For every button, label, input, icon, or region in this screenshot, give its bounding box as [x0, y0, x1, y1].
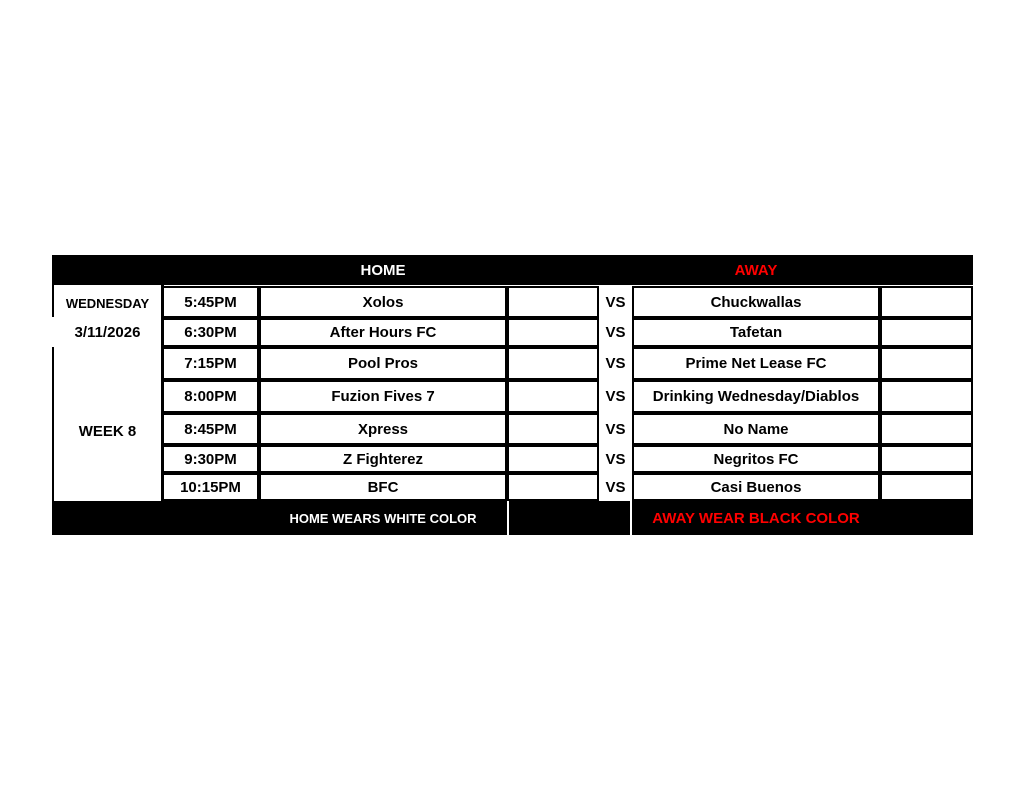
home-score-box	[507, 473, 599, 501]
away-team: Drinking Wednesday/Diablos	[632, 380, 880, 413]
vs-label: VS	[605, 478, 626, 496]
home-score-box	[507, 286, 599, 318]
game-time: 8:00PM	[162, 380, 259, 413]
day-label: WEDNESDAY	[65, 295, 150, 311]
game-time: 10:15PM	[162, 473, 259, 501]
date-label: 3/11/2026	[74, 323, 141, 341]
home-team: Xolos	[259, 286, 507, 318]
away-score-box	[880, 318, 973, 347]
game-time: 5:45PM	[162, 286, 259, 318]
vs-label: VS	[605, 450, 626, 468]
away-team: Casi Buenos	[632, 473, 880, 501]
home-team: Pool Pros	[259, 347, 507, 380]
away-score-box	[880, 473, 973, 501]
away-team: Tafetan	[632, 318, 880, 347]
home-score-box	[507, 318, 599, 347]
home-team: Fuzion Fives 7	[259, 380, 507, 413]
game-time: 9:30PM	[162, 445, 259, 473]
vs-label: VS	[605, 420, 626, 438]
away-team: Chuckwallas	[632, 286, 880, 318]
game-time: 7:15PM	[162, 347, 259, 380]
home-team: After Hours FC	[259, 318, 507, 347]
home-team: Z Fighterez	[259, 445, 507, 473]
away-team: No Name	[632, 413, 880, 445]
away-header: AWAY	[734, 261, 778, 279]
game-time: 8:45PM	[162, 413, 259, 445]
home-score-box	[507, 445, 599, 473]
home-score-box	[507, 413, 599, 445]
home-team: Xpress	[259, 413, 507, 445]
away-color-note: AWAY WEAR BLACK COLOR	[652, 509, 860, 527]
away-score-box	[880, 380, 973, 413]
away-score-box	[880, 445, 973, 473]
vs-label: VS	[605, 293, 626, 311]
away-score-box	[880, 347, 973, 380]
away-score-box	[880, 286, 973, 318]
home-score-box	[507, 380, 599, 413]
away-team: Prime Net Lease FC	[632, 347, 880, 380]
vs-label: VS	[605, 324, 626, 341]
week-label: WEEK 8	[78, 422, 137, 440]
footer-vs-gap-fill	[509, 501, 630, 535]
vs-label: VS	[605, 388, 626, 405]
home-color-note: HOME WEARS WHITE COLOR	[289, 510, 477, 526]
schedule-sheet	[52, 255, 973, 535]
home-team: BFC	[259, 473, 507, 501]
game-time: 6:30PM	[162, 318, 259, 347]
home-score-box	[507, 347, 599, 380]
away-score-box	[880, 413, 973, 445]
home-header: HOME	[360, 261, 406, 279]
away-team: Negritos FC	[632, 445, 880, 473]
vs-label: VS	[605, 355, 626, 372]
